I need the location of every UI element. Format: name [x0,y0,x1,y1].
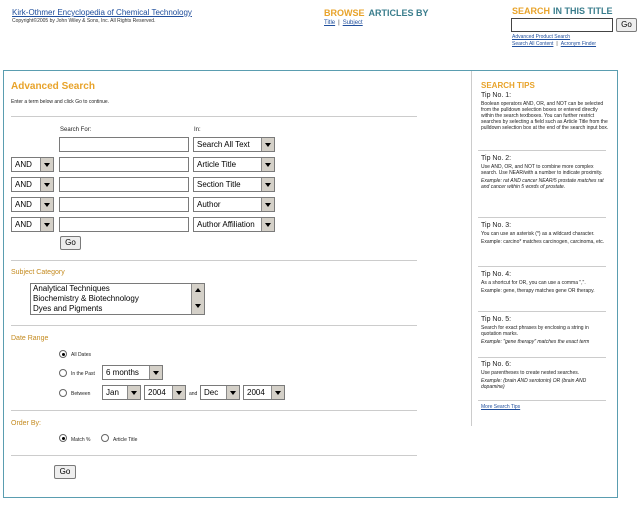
tip-6-text: Use parentheses to create nested searches. [481,370,580,376]
article-title-order-label: Article Title [113,437,138,443]
to-year-select[interactable] [243,385,285,400]
from-month-value: Jan [106,388,119,397]
search-term-input-2[interactable] [59,157,189,172]
encyclopedia-title-link[interactable]: Kirk-Othmer Encyclopedia of Chemical Technology [12,8,192,17]
from-month-select[interactable] [102,385,141,400]
operator-select-4[interactable] [11,197,54,212]
search-go-button[interactable]: Go [60,236,81,250]
chevron-down-icon [40,178,53,191]
divider [11,410,417,411]
operator-select-5[interactable] [11,217,54,232]
field-select-1-value: Search All Text [197,140,250,149]
operator-select-2[interactable] [11,157,54,172]
operator-select-3[interactable] [11,177,54,192]
field-select-4-value: Author [197,200,221,209]
browse-separator: | [338,20,340,26]
chevron-down-icon [40,218,53,231]
subject-category-listbox[interactable] [30,283,205,315]
chevron-down-icon [261,138,274,151]
tip-2-text: Use AND, OR, and NOT to combine more complex search. Use NEAR/with a number to indicate proximity. [481,164,603,176]
tip-6 [481,360,609,390]
operator-select-4-value: AND [15,200,32,209]
tip-divider [478,150,606,151]
to-month-select[interactable] [200,385,240,400]
search-all-content-link[interactable]: Search All Content [512,41,554,47]
subject-option[interactable]: Biochemistry & Biotechnology [33,294,139,303]
tip-2-example: Example: rat AND cancer NEAR/5 prostate matches rat and cancer within 5 words of prostate. [481,178,604,190]
field-select-3[interactable] [193,177,275,192]
chevron-down-icon [40,198,53,211]
advanced-search-title: Advanced Search [11,81,95,92]
field-select-2-value: Article Title [197,160,237,169]
chevron-down-icon [271,386,284,399]
tip-4 [481,270,609,294]
tip-3-text: You can use an asterisk (*) as a wildcard character. [481,231,595,237]
tip-divider [478,311,606,312]
tip-6-example: Example: (brain AND serotonin) OR (brain AND dopamine) [481,378,587,390]
in-label: In: [194,127,201,133]
field-select-1[interactable] [193,137,275,152]
tip-5-text: Search for exact phrases by enclosing a string in quotation marks. [481,325,589,337]
field-select-4[interactable] [193,197,275,212]
past-period-value: 6 months [106,368,139,377]
divider [11,455,417,456]
tip-4-heading: Tip No. 4: [481,271,512,278]
to-year-value: 2004 [247,388,265,397]
divider [11,260,417,261]
advanced-product-search-link[interactable]: Advanced Product Search [512,34,571,40]
browse-heading [324,8,429,18]
tips-divider [471,71,472,426]
tip-1 [481,91,609,131]
tip-5 [481,315,609,345]
past-period-select[interactable] [102,365,163,380]
acronym-finder-link[interactable]: Acronym Finder [560,41,597,47]
from-year-value: 2004 [148,388,166,397]
tip-1-heading: Tip No. 1: [481,92,512,99]
search-tips-title: SEARCH TIPS [481,81,535,90]
tip-5-heading: Tip No. 5: [481,316,512,323]
operator-select-5-value: AND [15,220,32,229]
chevron-down-icon [261,178,274,191]
tip-2 [481,154,609,190]
chevron-down-icon [40,158,53,171]
tip-5-example: Example: "gene therapy" matches the exact term [481,339,590,345]
search-links [512,34,596,48]
title-search-input[interactable] [511,18,613,32]
in-the-past-label: In the Past [71,371,95,377]
search-in-title-heading [512,6,613,16]
in-the-past-radio[interactable] [59,369,67,377]
search-for-label: Search For: [60,127,92,133]
divider [11,116,417,117]
subject-option[interactable]: Dyes and Pigments [33,304,103,313]
date-range-label: Date Range [11,335,49,342]
bottom-go-button[interactable]: Go [54,465,76,479]
field-select-5-value: Author Affiliation [197,220,255,229]
tip-1-text: Boolean operators AND, OR, and NOT can be selected from the pulldown selection boxes or entered directly within the search textboxes. You can further restrict searches by selecting a field such as Article Title from the pulldown selection box at the end of the search input box. [481,101,609,131]
operator-select-3-value: AND [15,180,32,189]
listbox-scrollbar[interactable] [191,284,204,314]
tip-2-heading: Tip No. 2: [481,155,512,162]
between-label: Between [71,391,91,397]
to-month-value: Dec [204,388,219,397]
browse-by-title-link[interactable]: Title [324,20,336,26]
chevron-down-icon [127,386,140,399]
search-term-input-1[interactable] [59,137,189,152]
tip-4-text: As a shortcut for OR, you can use a comma ",". [481,280,586,286]
all-dates-label: All Dates [71,352,92,358]
search-term-input-3[interactable] [59,177,189,192]
title-search-go-button[interactable]: Go [616,18,637,32]
browse-by-subject-link[interactable]: Subject [342,20,363,26]
tip-divider [478,357,606,358]
chevron-down-icon [261,198,274,211]
subject-category-label: Subject Category [11,269,65,276]
in-this-title-word: IN THIS TITLE [553,6,613,16]
browse-links [324,20,363,26]
chevron-down-icon [172,386,185,399]
tip-divider [478,400,606,401]
tip-3-example: Example: carcino* matches carcinogen, carcinoma, etc. [481,239,605,245]
from-year-select[interactable] [144,385,186,400]
search-instructions: Enter a term below and click Go to continue. [11,99,110,105]
chevron-down-icon [261,158,274,171]
between-radio[interactable] [59,389,67,397]
scroll-up-arrow-icon[interactable] [195,288,201,292]
browse-articles-by: ARTICLES BY [368,8,429,18]
search-term-input-4[interactable] [59,197,189,212]
chevron-down-icon [226,386,239,399]
operator-select-2-value: AND [15,160,32,169]
match-percent-label: Match % [71,437,91,443]
order-by-label: Order By: [11,420,41,427]
subject-option[interactable]: Analytical Techniques [33,284,110,293]
tip-4-example: Example: gene, therapy matches gene OR therapy. [481,288,595,294]
chevron-down-icon [261,218,274,231]
chevron-down-icon [149,366,162,379]
copyright-text: Copyright©2005 by John Wiley & Sons, Inc. All Rights Reserved. [12,18,156,24]
search-word: SEARCH [512,6,551,16]
search-term-input-5[interactable] [59,217,189,232]
browse-word: BROWSE [324,8,365,18]
tip-3-heading: Tip No. 3: [481,222,512,229]
scroll-down-arrow-icon[interactable] [195,304,201,308]
divider [11,325,417,326]
match-percent-radio[interactable] [59,434,67,442]
search-links-separator: | [556,41,558,47]
tip-6-heading: Tip No. 6: [481,361,512,368]
field-select-2[interactable] [193,157,275,172]
tip-divider [478,217,606,218]
tip-3 [481,221,609,245]
field-select-5[interactable] [193,217,275,232]
field-select-3-value: Section Title [197,180,241,189]
article-title-radio[interactable] [101,434,109,442]
tip-divider [478,266,606,267]
all-dates-radio[interactable] [59,350,67,358]
and-label: and [189,391,198,397]
more-search-tips-link[interactable]: More Search Tips [481,404,521,410]
